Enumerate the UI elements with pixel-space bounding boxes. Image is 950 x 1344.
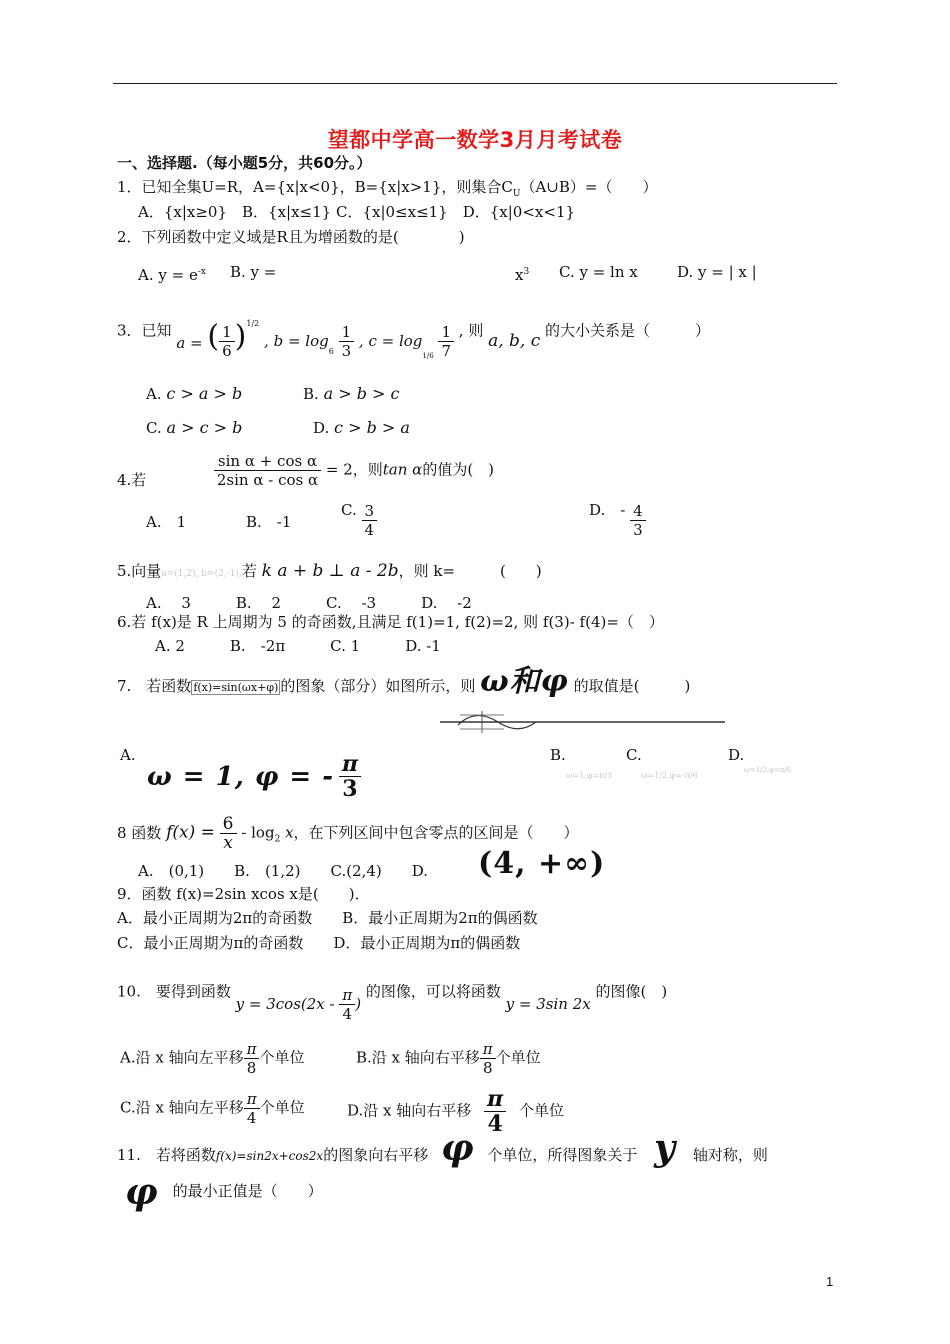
q7-option-d-faded: ω=1/2,φ=π/6 [744,766,792,774]
q6-options: A. 2 B. -2π C. 1 D. -1 [155,637,441,655]
question-7: 7. 若函数 f(x)=sin(ωx+φ) 的图象（部分）如图所示，则 ω和φ 的取值是( ) [117,664,691,699]
q7-option-c-faded: ω=1/2,φ=-π/6 [641,771,698,780]
q1-stem: 1．已知全集U=R，A={x|x<0}，B={x|x>1}，则集合C [117,178,513,196]
q5-faded-vectors: a=(1,2), b=(2,-1), [161,569,242,579]
question-4: 4.若 $\frac{\text{sin α + cos α}}{\text{2sin α - cos α}}$ = 2，则tan α的值为( ) [117,452,495,489]
question-9: 9．函数 f(x)=2sin xcos x是( )． [117,885,370,903]
q9-options-cd: C．最小正周期为π的奇函数 D．最小正周期为π的偶函数 [117,934,521,952]
sine-graph-figure [440,709,730,735]
question-1 [117,177,657,204]
q11-line2: φ的最小正值是（ ） [125,1171,323,1213]
q7-function: f(x)=sin(ωx+φ) [193,681,279,694]
q1-stem-end: （A∪B）=（ ） [520,178,658,196]
q1-options: A．{x|x≥0} B．{x|x≤1} C．{x|0≤x≤1} D．{x|0<x<1} [138,203,576,221]
q3-label: 3．已知 [117,321,172,340]
q4-option-a: A. 1 [146,513,187,531]
section-heading: 一、选择题.（每小题5分，共60分。） [117,154,372,172]
q2-option-b-x: $x^3$ [515,266,530,284]
page-number: 1 [826,1274,834,1289]
question-6: 6.若 f(x)是 R 上周期为 5 的奇函数,且满足 f(1)=1, f(2)=2, 则 f(3)- f(4)=（ ） [117,613,664,631]
q11-function: f(x)=sin2x+cos2x [215,1149,324,1163]
q3-option-a: A. c > a > b [146,384,243,403]
q3-option-b: B. a > b > c [303,384,400,403]
q2-option-b: B. y = [230,263,277,281]
q10-option-d: D.沿 x 轴向右平移 $\frac{\pi}{4}$ 个单位 [347,1086,564,1137]
q7-option-b-faded: ω=1,φ=π/3 [566,771,613,780]
q11-phi: φ [440,1127,475,1169]
page-title: 望都中学高一数学3月月考试卷 [327,128,623,152]
q10-option-a: A.沿 x 轴向左平移 $\frac{\pi}{8}$ 个单位 [120,1040,305,1077]
q7-option-d: D. [728,746,745,764]
q10-option-c: C.沿 x 轴向左平移 $\frac{\pi}{4}$ 个单位 [120,1090,305,1127]
q3-option-d: D. c > b > a [313,418,410,437]
q9-options-ab: A．最小正周期为2π的奇函数 B．最小正周期为2π的偶函数 [117,909,538,927]
question-10: 10. 要得到函数 y = 3cos(2x - $\frac{\pi}{4}$ ) 的图像，可以将函数 y = 3sin 2x 的图像( ) [117,982,668,1023]
q8-option-d-big: (4, +∞) [478,846,606,881]
q2-option-a: A. $y = e^{-x}$ [138,266,206,284]
q3-option-c: C. a > c > b [146,418,243,437]
question-3: 3．已知 a = ( $\frac{1}{6}$ )$^{1/2}$ , $b = \log_6$ $\frac{1}{3}$ , $c = \log_{1/6}$ $\frac{1}{7}$ , 则 a, b, c 的大小关系是（ ） [117,318,711,360]
q4-option-b: B. -1 [246,513,292,531]
q7-option-a-expr: ω = 1, φ = - $\frac{\pi}{3}$ [147,752,361,801]
q1-sub: U [512,189,521,199]
q2-option-d: D. y = | x | [677,263,757,281]
header-rule [113,83,837,84]
q7-option-b: B. [550,746,566,764]
q7-option-a: A. [120,746,136,764]
q11-y: y [654,1127,677,1169]
question-11: 11. 若将函数f(x)=sin2x+cos2x的图象向右平移 φ 个单位，所得图象关于 y 轴对称，则 [117,1127,768,1169]
q5-options: A. 3 B. 2 C. -3 D. -2 [146,594,472,612]
q4-label: 4.若 [117,470,147,489]
q8-options: A. (0,1) B. (1,2) C.(2,4) D. [138,862,429,880]
q4-option-c: C. $\frac{3}{4}$ [341,502,377,539]
q7-big-symbols: ω和φ [480,664,569,699]
q7-option-c: C. [626,746,642,764]
question-8: 8 函数 f(x) = $\frac{6}{x}$ - $\log_2 x$，在下列区间中包含零点的区间是（ ） [117,814,579,853]
q2-option-c: C. y = ln x [559,263,638,281]
q4-option-d: D. - $\frac{4}{3}$ [589,502,646,539]
question-5: 5.向量a=(1,2), b=(2,-1),若 k a + b ⊥ a - 2b，则 k= ( ) [117,561,542,581]
q10-option-b: B.沿 x 轴向右平移 $\frac{\pi}{8}$ 个单位 [356,1040,541,1077]
question-2: 2．下列函数中定义域是R且为增函数的是( ) [117,228,465,246]
